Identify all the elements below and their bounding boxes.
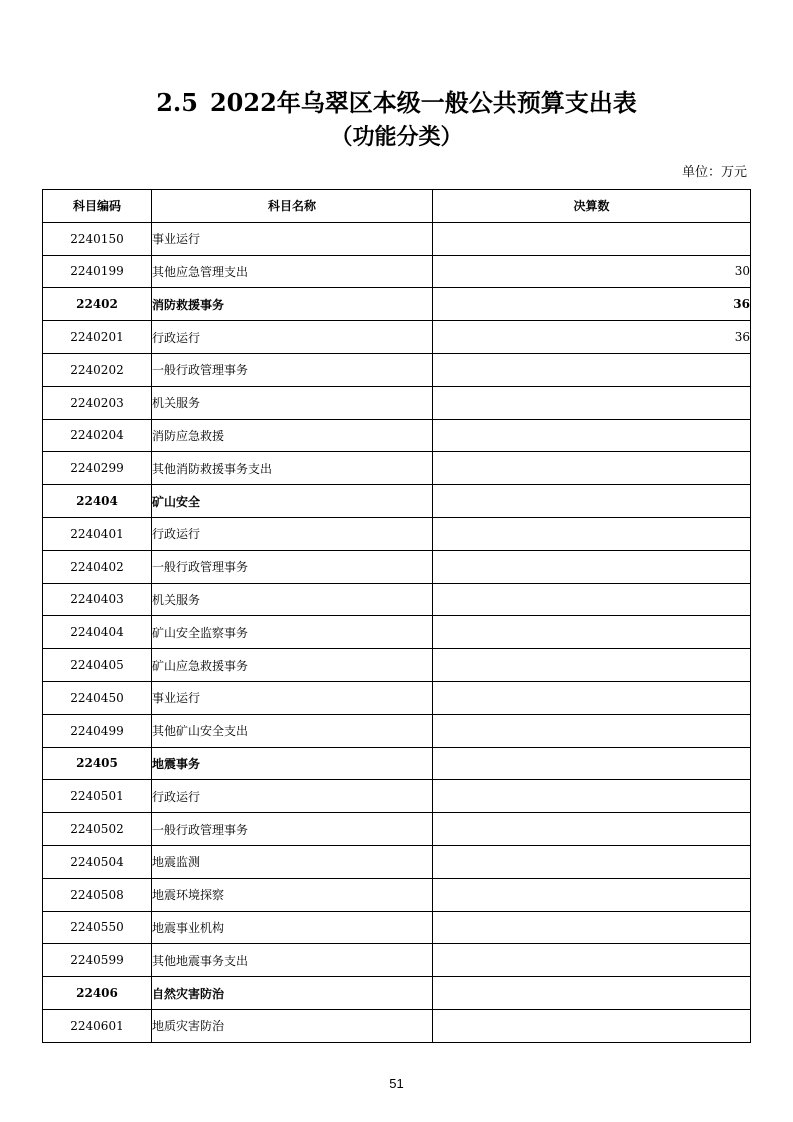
section-number: 2.5 bbox=[156, 88, 198, 117]
row-value bbox=[433, 813, 751, 846]
row-code: 22406 bbox=[43, 977, 152, 1010]
row-value bbox=[433, 747, 751, 780]
row-code: 2240401 bbox=[43, 517, 152, 550]
page-number: 51 bbox=[389, 1076, 404, 1091]
row-value: 36 bbox=[433, 321, 751, 354]
row-value bbox=[433, 714, 751, 747]
row-value bbox=[433, 845, 751, 878]
table-row bbox=[43, 321, 751, 354]
row-value bbox=[433, 485, 751, 518]
row-name: 机关服务 bbox=[152, 386, 433, 419]
row-code: 2240502 bbox=[43, 813, 152, 846]
row-value bbox=[433, 977, 751, 1010]
row-name: 地震环境探察 bbox=[152, 878, 433, 911]
table-row bbox=[43, 977, 751, 1010]
row-value bbox=[433, 517, 751, 550]
table-row bbox=[43, 517, 751, 550]
row-name: 一般行政管理事务 bbox=[152, 550, 433, 583]
row-name: 地质灾害防治 bbox=[152, 1009, 433, 1042]
table-row bbox=[43, 878, 751, 911]
row-name: 一般行政管理事务 bbox=[152, 813, 433, 846]
row-value bbox=[433, 550, 751, 583]
row-name: 地震监测 bbox=[152, 845, 433, 878]
row-value bbox=[433, 386, 751, 419]
row-code: 2240402 bbox=[43, 550, 152, 583]
table-row bbox=[43, 419, 751, 452]
row-code: 2240601 bbox=[43, 1009, 152, 1042]
row-value bbox=[433, 222, 751, 255]
row-name: 矿山安全 bbox=[152, 485, 433, 518]
table-row bbox=[43, 1009, 751, 1042]
row-value bbox=[433, 911, 751, 944]
table-row bbox=[43, 714, 751, 747]
row-code: 2240403 bbox=[43, 583, 152, 616]
title-text: 2022年乌翠区本级一般公共预算支出表 bbox=[209, 88, 637, 117]
row-name: 地震事业机构 bbox=[152, 911, 433, 944]
table-row bbox=[43, 485, 751, 518]
row-value bbox=[433, 649, 751, 682]
row-code: 2240299 bbox=[43, 452, 152, 485]
table-row bbox=[43, 813, 751, 846]
row-code: 2240201 bbox=[43, 321, 152, 354]
row-code: 22405 bbox=[43, 747, 152, 780]
row-name: 事业运行 bbox=[152, 222, 433, 255]
row-code: 2240204 bbox=[43, 419, 152, 452]
row-name: 其他应急管理支出 bbox=[152, 255, 433, 288]
row-value bbox=[433, 419, 751, 452]
row-code: 2240199 bbox=[43, 255, 152, 288]
row-value bbox=[433, 878, 751, 911]
row-code: 2240404 bbox=[43, 616, 152, 649]
table-row bbox=[43, 944, 751, 977]
row-code: 2240504 bbox=[43, 845, 152, 878]
row-value: 30 bbox=[433, 255, 751, 288]
table-row bbox=[43, 616, 751, 649]
row-name: 机关服务 bbox=[152, 583, 433, 616]
row-code: 22402 bbox=[43, 288, 152, 321]
table-row bbox=[43, 353, 751, 386]
row-value bbox=[433, 583, 751, 616]
row-code: 2240450 bbox=[43, 681, 152, 714]
row-code: 2240150 bbox=[43, 222, 152, 255]
table-row bbox=[43, 255, 751, 288]
row-name: 其他地震事务支出 bbox=[152, 944, 433, 977]
row-name: 自然灾害防治 bbox=[152, 977, 433, 1010]
table-row bbox=[43, 681, 751, 714]
row-code: 2240550 bbox=[43, 911, 152, 944]
table-header-row bbox=[43, 190, 751, 223]
table-row bbox=[43, 780, 751, 813]
row-name: 事业运行 bbox=[152, 681, 433, 714]
row-value: 36 bbox=[433, 288, 751, 321]
row-name: 消防救援事务 bbox=[152, 288, 433, 321]
row-value bbox=[433, 452, 751, 485]
row-code: 2240599 bbox=[43, 944, 152, 977]
row-name: 行政运行 bbox=[152, 780, 433, 813]
row-code: 22404 bbox=[43, 485, 152, 518]
row-code: 2240202 bbox=[43, 353, 152, 386]
row-name: 其他消防救援事务支出 bbox=[152, 452, 433, 485]
table-row bbox=[43, 386, 751, 419]
row-name: 地震事务 bbox=[152, 747, 433, 780]
table-row bbox=[43, 649, 751, 682]
table-row bbox=[43, 911, 751, 944]
budget-table bbox=[42, 189, 751, 1043]
row-value bbox=[433, 1009, 751, 1042]
row-name: 一般行政管理事务 bbox=[152, 353, 433, 386]
row-code: 2240501 bbox=[43, 780, 152, 813]
table-body bbox=[43, 222, 751, 1042]
table-row bbox=[43, 845, 751, 878]
row-name: 矿山应急救援事务 bbox=[152, 649, 433, 682]
table-row bbox=[43, 452, 751, 485]
row-code: 2240499 bbox=[43, 714, 152, 747]
row-code: 2240405 bbox=[43, 649, 152, 682]
unit-label: 单位：万元 bbox=[681, 165, 747, 180]
row-name: 消防应急救援 bbox=[152, 419, 433, 452]
row-name: 其他矿山安全支出 bbox=[152, 714, 433, 747]
table-row bbox=[43, 747, 751, 780]
table-row bbox=[43, 550, 751, 583]
row-value bbox=[433, 780, 751, 813]
page-title bbox=[0, 88, 793, 118]
row-value bbox=[433, 681, 751, 714]
table-row bbox=[43, 222, 751, 255]
row-name: 行政运行 bbox=[152, 321, 433, 354]
header-value: 决算数 bbox=[433, 190, 751, 223]
row-value bbox=[433, 944, 751, 977]
row-value bbox=[433, 353, 751, 386]
row-code: 2240508 bbox=[43, 878, 152, 911]
header-code: 科目编码 bbox=[43, 190, 152, 223]
header-name: 科目名称 bbox=[152, 190, 433, 223]
row-name: 行政运行 bbox=[152, 517, 433, 550]
table-row bbox=[43, 288, 751, 321]
row-name: 矿山安全监察事务 bbox=[152, 616, 433, 649]
row-value bbox=[433, 616, 751, 649]
page-subtitle: （功能分类） bbox=[330, 124, 463, 150]
row-code: 2240203 bbox=[43, 386, 152, 419]
table-row bbox=[43, 583, 751, 616]
